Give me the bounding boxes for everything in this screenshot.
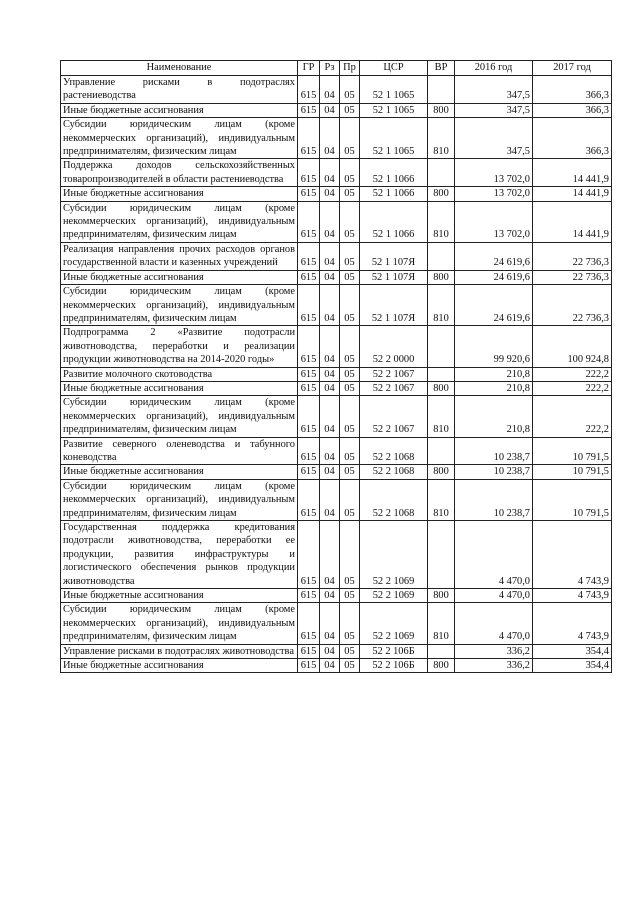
row-name: Государственная поддержка кредитования подотрасли животноводства, переработки ее продукции, развития инфраструктуры и логистического обеспечения рынков продукции животноводства <box>61 521 298 589</box>
table-row <box>61 479 612 520</box>
row-amount-2017: 354,4 <box>533 644 612 658</box>
row-amount-2017: 222,2 <box>533 396 612 437</box>
row-rz: 04 <box>320 285 340 326</box>
row-amount-2016: 10 238,7 <box>455 437 533 465</box>
row-pr: 05 <box>340 479 360 520</box>
row-gr: 615 <box>298 326 320 367</box>
row-amount-2017: 4 743,9 <box>533 603 612 644</box>
row-pr: 05 <box>340 521 360 589</box>
table-row <box>61 603 612 644</box>
table-row <box>61 76 612 104</box>
row-gr: 615 <box>298 396 320 437</box>
row-name: Поддержка доходов сельскохозяйственных товаропроизводителей в области растениеводства <box>61 159 298 187</box>
row-vr <box>428 76 455 104</box>
row-rz: 04 <box>320 270 340 284</box>
row-amount-2017: 14 441,9 <box>533 201 612 242</box>
row-amount-2016: 4 470,0 <box>455 521 533 589</box>
row-amount-2016: 210,8 <box>455 381 533 395</box>
row-pr: 05 <box>340 201 360 242</box>
row-amount-2017: 22 736,3 <box>533 270 612 284</box>
row-gr: 615 <box>298 159 320 187</box>
row-csr: 52 2 1068 <box>360 437 428 465</box>
row-pr: 05 <box>340 437 360 465</box>
row-amount-2016: 4 470,0 <box>455 589 533 603</box>
header-pr: Пр <box>340 61 360 76</box>
row-pr: 05 <box>340 396 360 437</box>
row-amount-2017: 22 736,3 <box>533 285 612 326</box>
row-pr: 05 <box>340 270 360 284</box>
row-rz: 04 <box>320 159 340 187</box>
row-name: Иные бюджетные ассигнования <box>61 465 298 479</box>
row-amount-2016: 10 238,7 <box>455 465 533 479</box>
row-vr: 800 <box>428 381 455 395</box>
row-amount-2016: 24 619,6 <box>455 270 533 284</box>
row-amount-2016: 99 920,6 <box>455 326 533 367</box>
row-amount-2017: 366,3 <box>533 118 612 159</box>
row-pr: 05 <box>340 367 360 381</box>
row-csr: 52 2 106Б <box>360 659 428 673</box>
row-rz: 04 <box>320 603 340 644</box>
table-row <box>61 326 612 367</box>
row-csr: 52 1 1066 <box>360 187 428 201</box>
header-vr: ВР <box>428 61 455 76</box>
row-gr: 615 <box>298 285 320 326</box>
table-row <box>61 242 612 270</box>
row-rz: 04 <box>320 367 340 381</box>
row-gr: 615 <box>298 437 320 465</box>
row-amount-2017: 222,2 <box>533 367 612 381</box>
row-gr: 615 <box>298 242 320 270</box>
row-vr: 810 <box>428 603 455 644</box>
row-vr <box>428 437 455 465</box>
row-rz: 04 <box>320 201 340 242</box>
row-amount-2016: 347,5 <box>455 103 533 117</box>
row-amount-2016: 13 702,0 <box>455 187 533 201</box>
row-name: Управление рисками в подотраслях растениеводства <box>61 76 298 104</box>
row-rz: 04 <box>320 187 340 201</box>
row-pr: 05 <box>340 326 360 367</box>
row-rz: 04 <box>320 396 340 437</box>
row-name: Субсидии юридическим лицам (кроме некоммерческих организаций), индивидуальным предпринимателям, физическим лицам <box>61 285 298 326</box>
row-name: Субсидии юридическим лицам (кроме некоммерческих организаций), индивидуальным предпринимателям, физическим лицам <box>61 479 298 520</box>
row-gr: 615 <box>298 589 320 603</box>
row-gr: 615 <box>298 479 320 520</box>
row-csr: 52 1 1066 <box>360 159 428 187</box>
table-row <box>61 285 612 326</box>
row-amount-2016: 347,5 <box>455 76 533 104</box>
row-gr: 615 <box>298 201 320 242</box>
row-csr: 52 2 1067 <box>360 367 428 381</box>
table-row <box>61 437 612 465</box>
row-amount-2016: 13 702,0 <box>455 201 533 242</box>
row-gr: 615 <box>298 118 320 159</box>
row-pr: 05 <box>340 187 360 201</box>
row-amount-2017: 366,3 <box>533 76 612 104</box>
row-pr: 05 <box>340 159 360 187</box>
table-row <box>61 396 612 437</box>
row-gr: 615 <box>298 603 320 644</box>
row-amount-2017: 4 743,9 <box>533 589 612 603</box>
row-csr: 52 2 1069 <box>360 521 428 589</box>
row-pr: 05 <box>340 589 360 603</box>
row-pr: 05 <box>340 465 360 479</box>
row-vr <box>428 521 455 589</box>
row-pr: 05 <box>340 242 360 270</box>
header-2017: 2017 год <box>533 61 612 76</box>
row-vr: 800 <box>428 103 455 117</box>
row-csr: 52 2 1067 <box>360 381 428 395</box>
row-vr <box>428 367 455 381</box>
table-row <box>61 465 612 479</box>
row-amount-2017: 10 791,5 <box>533 479 612 520</box>
row-amount-2016: 24 619,6 <box>455 285 533 326</box>
row-csr: 52 1 107Я <box>360 242 428 270</box>
table-row <box>61 270 612 284</box>
row-name: Иные бюджетные ассигнования <box>61 270 298 284</box>
row-name: Субсидии юридическим лицам (кроме некоммерческих организаций), индивидуальным предпринимателям, физическим лицам <box>61 396 298 437</box>
row-rz: 04 <box>320 644 340 658</box>
row-csr: 52 2 1068 <box>360 465 428 479</box>
header-row <box>61 61 612 76</box>
row-csr: 52 1 1066 <box>360 201 428 242</box>
row-csr: 52 1 107Я <box>360 270 428 284</box>
row-csr: 52 1 107Я <box>360 285 428 326</box>
row-name: Развитие молочного скотоводства <box>61 367 298 381</box>
row-amount-2016: 336,2 <box>455 659 533 673</box>
row-vr: 810 <box>428 118 455 159</box>
row-vr: 800 <box>428 659 455 673</box>
table-row <box>61 644 612 658</box>
table-row <box>61 381 612 395</box>
row-rz: 04 <box>320 118 340 159</box>
row-amount-2016: 4 470,0 <box>455 603 533 644</box>
row-rz: 04 <box>320 381 340 395</box>
header-2016: 2016 год <box>455 61 533 76</box>
row-csr: 52 2 0000 <box>360 326 428 367</box>
row-rz: 04 <box>320 76 340 104</box>
table-row <box>61 103 612 117</box>
row-gr: 615 <box>298 465 320 479</box>
row-gr: 615 <box>298 103 320 117</box>
row-name: Развитие северного оленеводства и табунного коневодства <box>61 437 298 465</box>
row-amount-2016: 210,8 <box>455 367 533 381</box>
row-gr: 615 <box>298 270 320 284</box>
document-page <box>60 60 611 673</box>
row-pr: 05 <box>340 644 360 658</box>
row-gr: 615 <box>298 644 320 658</box>
row-name: Реализация направления прочих расходов органов государственной власти и казенных учреждений <box>61 242 298 270</box>
table-row <box>61 201 612 242</box>
row-rz: 04 <box>320 326 340 367</box>
table-row <box>61 367 612 381</box>
row-name: Иные бюджетные ассигнования <box>61 589 298 603</box>
table-row <box>61 589 612 603</box>
row-vr: 810 <box>428 285 455 326</box>
row-rz: 04 <box>320 242 340 270</box>
row-amount-2017: 22 736,3 <box>533 242 612 270</box>
header-csr: ЦСР <box>360 61 428 76</box>
row-name: Подпрограмма 2 «Развитие подотрасли животноводства, переработки и реализации продукции животноводства на 2014-2020 годы» <box>61 326 298 367</box>
row-csr: 52 2 1069 <box>360 603 428 644</box>
row-amount-2017: 222,2 <box>533 381 612 395</box>
row-name: Иные бюджетные ассигнования <box>61 381 298 395</box>
row-vr: 800 <box>428 187 455 201</box>
row-pr: 05 <box>340 659 360 673</box>
header-rz: Рз <box>320 61 340 76</box>
row-gr: 615 <box>298 381 320 395</box>
header-gr: ГР <box>298 61 320 76</box>
row-name: Управление рисками в подотраслях животноводства <box>61 644 298 658</box>
row-pr: 05 <box>340 285 360 326</box>
row-amount-2017: 4 743,9 <box>533 521 612 589</box>
row-amount-2016: 10 238,7 <box>455 479 533 520</box>
row-csr: 52 2 1068 <box>360 479 428 520</box>
row-csr: 52 2 106Б <box>360 644 428 658</box>
row-amount-2016: 336,2 <box>455 644 533 658</box>
row-pr: 05 <box>340 118 360 159</box>
row-amount-2017: 354,4 <box>533 659 612 673</box>
row-gr: 615 <box>298 76 320 104</box>
row-name: Субсидии юридическим лицам (кроме некоммерческих организаций), индивидуальным предпринимателям, физическим лицам <box>61 603 298 644</box>
budget-table <box>60 60 612 673</box>
row-name: Субсидии юридическим лицам (кроме некоммерческих организаций), индивидуальным предпринимателям, физическим лицам <box>61 118 298 159</box>
row-pr: 05 <box>340 603 360 644</box>
table-body <box>61 76 612 673</box>
row-rz: 04 <box>320 659 340 673</box>
row-amount-2017: 100 924,8 <box>533 326 612 367</box>
row-name: Субсидии юридическим лицам (кроме некоммерческих организаций), индивидуальным предпринимателям, физическим лицам <box>61 201 298 242</box>
row-gr: 615 <box>298 659 320 673</box>
row-csr: 52 1 1065 <box>360 103 428 117</box>
row-vr: 810 <box>428 396 455 437</box>
table-row <box>61 521 612 589</box>
row-pr: 05 <box>340 76 360 104</box>
row-vr: 800 <box>428 465 455 479</box>
row-vr: 800 <box>428 589 455 603</box>
row-name: Иные бюджетные ассигнования <box>61 659 298 673</box>
row-name: Иные бюджетные ассигнования <box>61 187 298 201</box>
row-rz: 04 <box>320 437 340 465</box>
row-amount-2016: 347,5 <box>455 118 533 159</box>
row-pr: 05 <box>340 381 360 395</box>
row-gr: 615 <box>298 521 320 589</box>
row-amount-2017: 366,3 <box>533 103 612 117</box>
row-name: Иные бюджетные ассигнования <box>61 103 298 117</box>
row-csr: 52 2 1067 <box>360 396 428 437</box>
table-row <box>61 187 612 201</box>
header-name: Наименование <box>61 61 298 76</box>
row-rz: 04 <box>320 479 340 520</box>
row-vr <box>428 159 455 187</box>
row-vr: 810 <box>428 201 455 242</box>
table-row <box>61 118 612 159</box>
row-amount-2017: 14 441,9 <box>533 159 612 187</box>
row-vr: 810 <box>428 479 455 520</box>
row-amount-2016: 210,8 <box>455 396 533 437</box>
row-rz: 04 <box>320 589 340 603</box>
row-amount-2017: 14 441,9 <box>533 187 612 201</box>
row-amount-2017: 10 791,5 <box>533 437 612 465</box>
row-amount-2016: 13 702,0 <box>455 159 533 187</box>
row-gr: 615 <box>298 187 320 201</box>
row-rz: 04 <box>320 103 340 117</box>
row-vr <box>428 242 455 270</box>
row-rz: 04 <box>320 465 340 479</box>
row-amount-2016: 24 619,6 <box>455 242 533 270</box>
row-csr: 52 1 1065 <box>360 118 428 159</box>
row-amount-2017: 10 791,5 <box>533 465 612 479</box>
row-gr: 615 <box>298 367 320 381</box>
table-row <box>61 659 612 673</box>
row-vr <box>428 326 455 367</box>
row-pr: 05 <box>340 103 360 117</box>
table-row <box>61 159 612 187</box>
row-csr: 52 1 1065 <box>360 76 428 104</box>
row-vr: 800 <box>428 270 455 284</box>
row-vr <box>428 644 455 658</box>
row-csr: 52 2 1069 <box>360 589 428 603</box>
row-rz: 04 <box>320 521 340 589</box>
